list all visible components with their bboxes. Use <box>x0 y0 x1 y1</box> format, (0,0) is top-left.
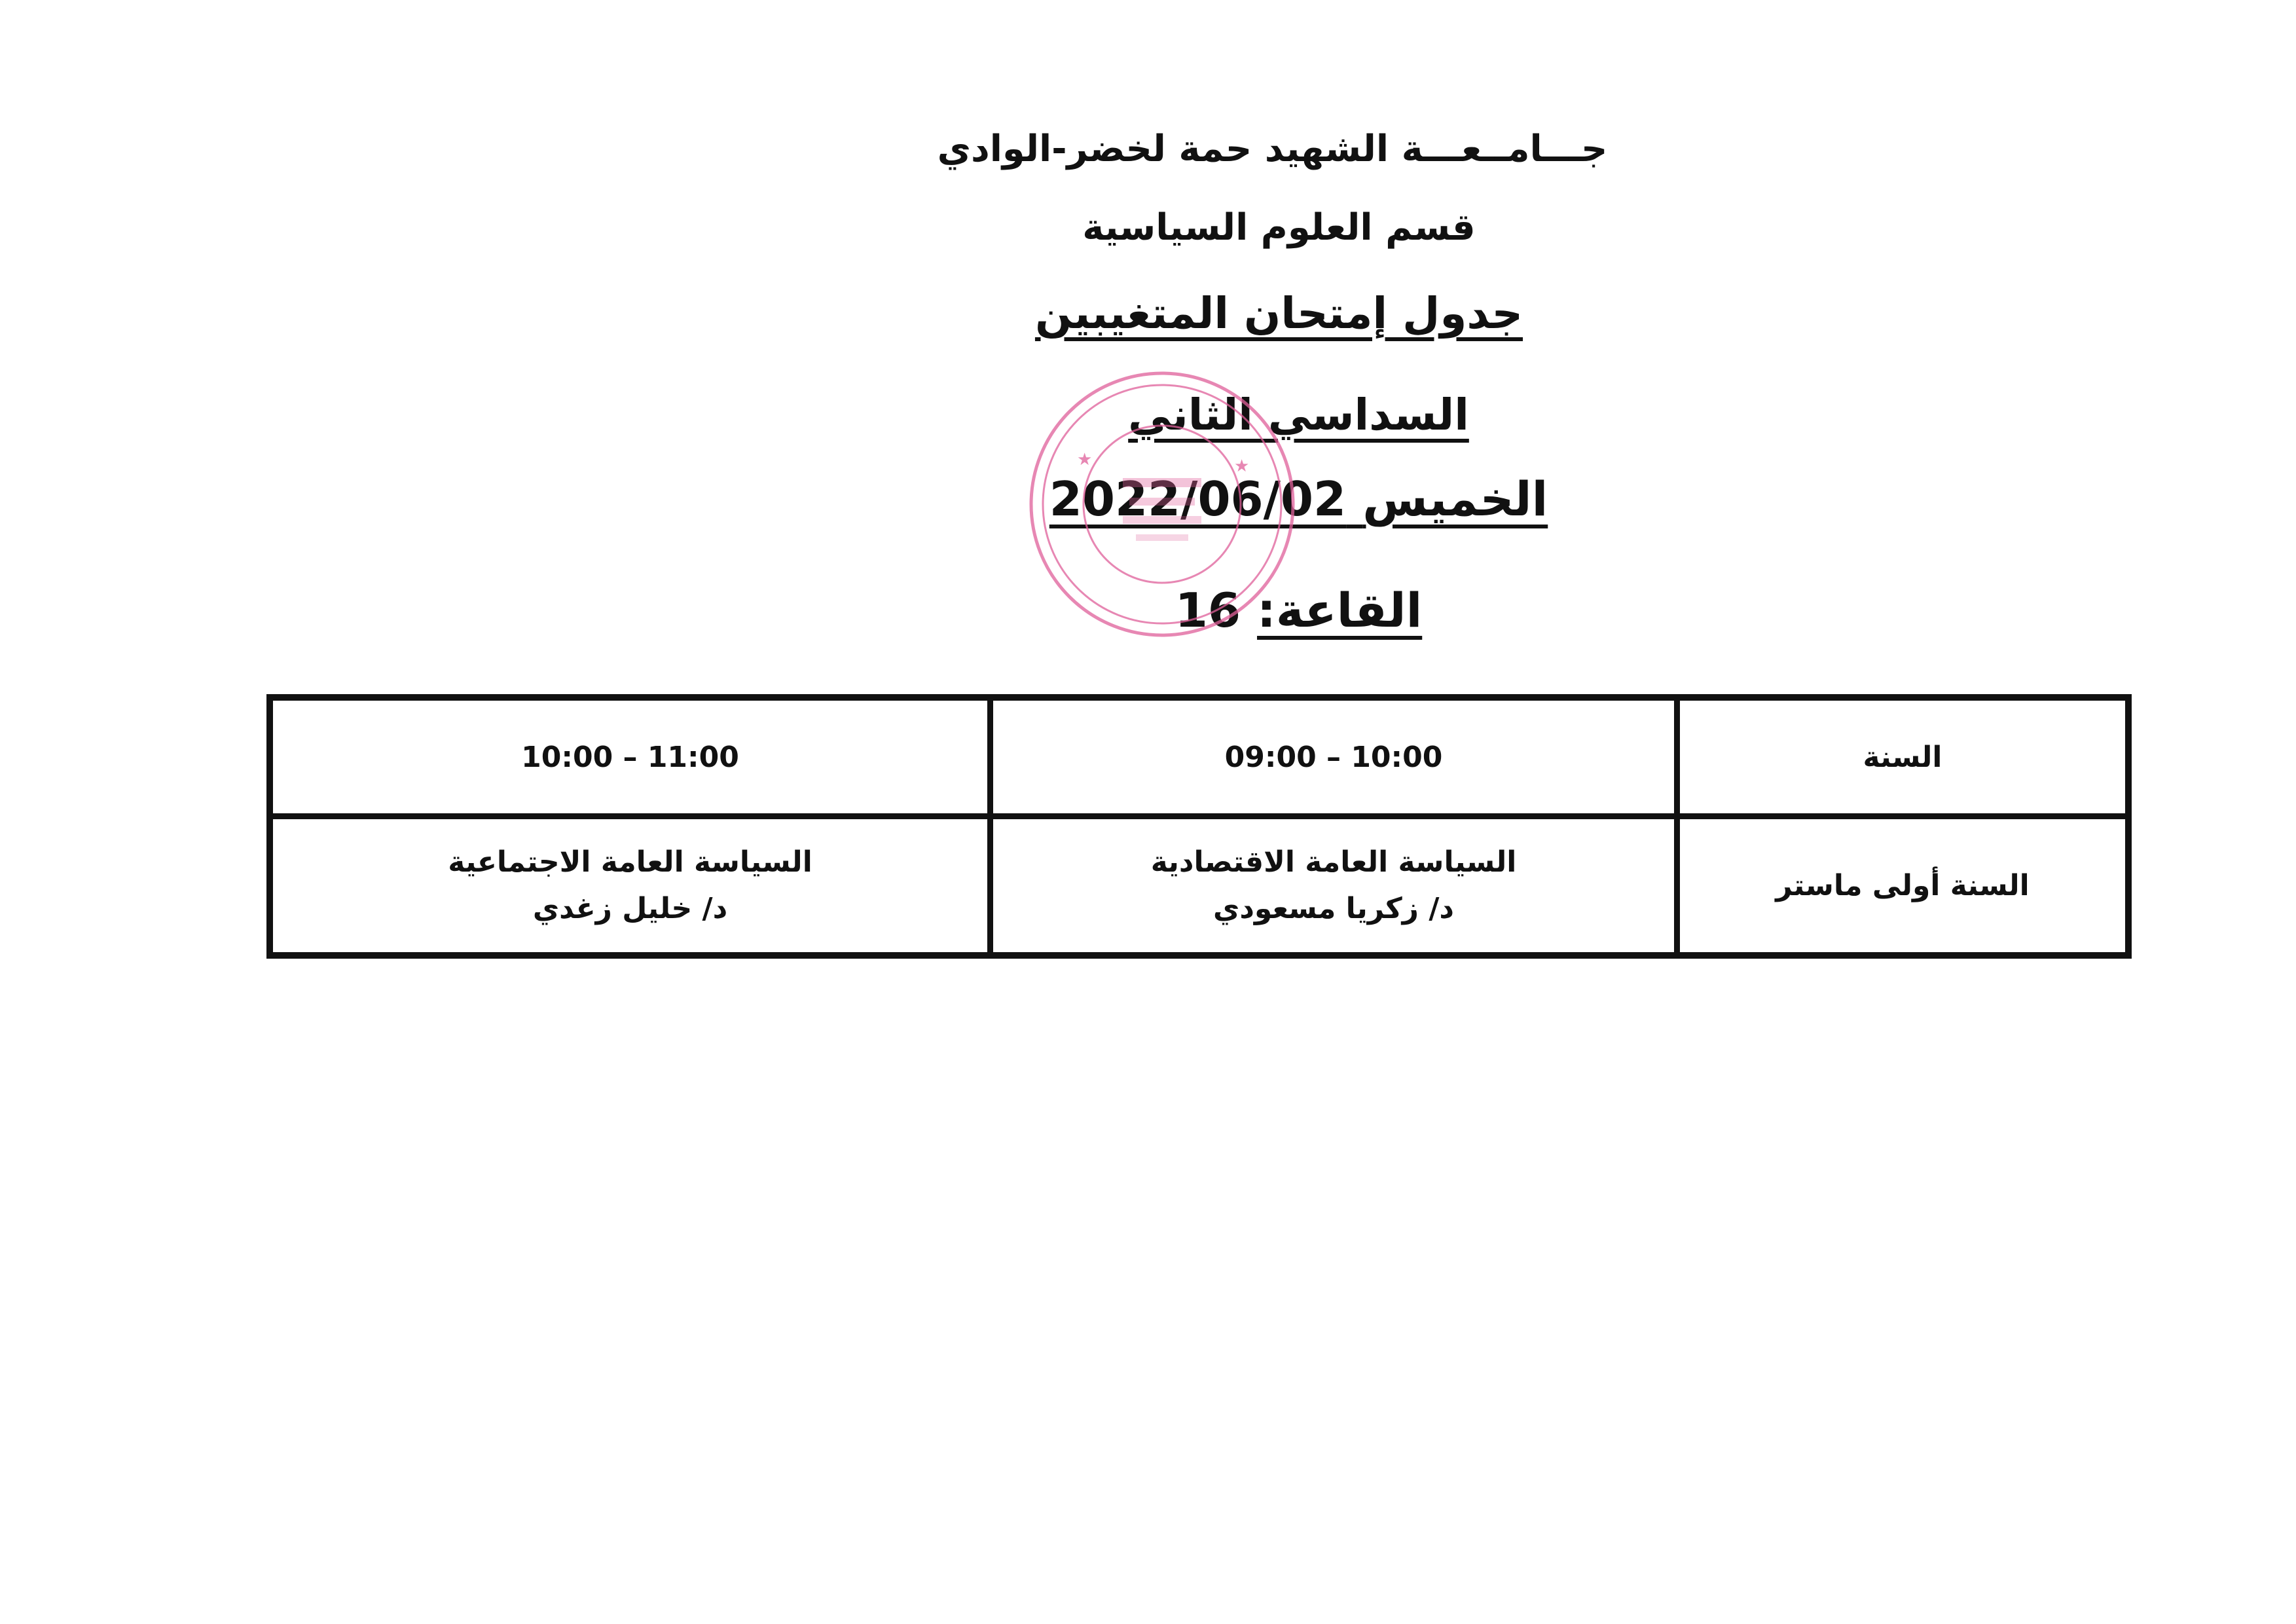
header-slot-1 <box>991 697 1677 817</box>
header-slot-1-text: 09:00 – 10:00 <box>1224 740 1443 774</box>
row-year: السنة أولى ماستر <box>1677 817 2129 955</box>
row-slot-1 <box>991 817 1677 955</box>
header-slot-2 <box>270 697 991 817</box>
schedule-title-text: جدول إمتحان المتغيبين <box>1034 288 1523 339</box>
room-label: القاعة: <box>1257 583 1423 638</box>
svg-text:★: ★ <box>1077 450 1093 470</box>
university-name: جـــامــعـــة الشهيد حمة لخضر-الوادي <box>937 128 1608 170</box>
room-number: 16 <box>1175 583 1241 638</box>
schedule-title <box>131 288 2296 339</box>
table-row <box>270 817 2128 955</box>
schedule-table <box>266 694 2132 959</box>
slot-1-subject: السياسة العامة الاقتصادية <box>1150 845 1517 879</box>
slot-2-professor: د/ خليل زغدي <box>532 891 728 925</box>
slot-1-professor: د/ زكريا مسعودي <box>1213 891 1454 925</box>
exam-day: الخميس <box>1362 471 1548 526</box>
official-stamp <box>1025 367 1300 642</box>
department-name: قسم العلوم السياسية <box>1082 206 1476 249</box>
header-slot-2-text: 10:00 – 11:00 <box>521 740 739 774</box>
exam-schedule-table <box>266 694 2132 959</box>
svg-text:★: ★ <box>1234 456 1250 476</box>
table-header-row <box>270 697 2128 817</box>
header-year: السنة <box>1677 697 2129 817</box>
row-slot-2 <box>270 817 991 955</box>
semester-text: السداسي الثاني <box>1128 390 1469 440</box>
slot-2-subject: السياسة العامة الاجتماعية <box>448 845 812 879</box>
exam-date-value: 2022/06/02 <box>1049 471 1347 526</box>
